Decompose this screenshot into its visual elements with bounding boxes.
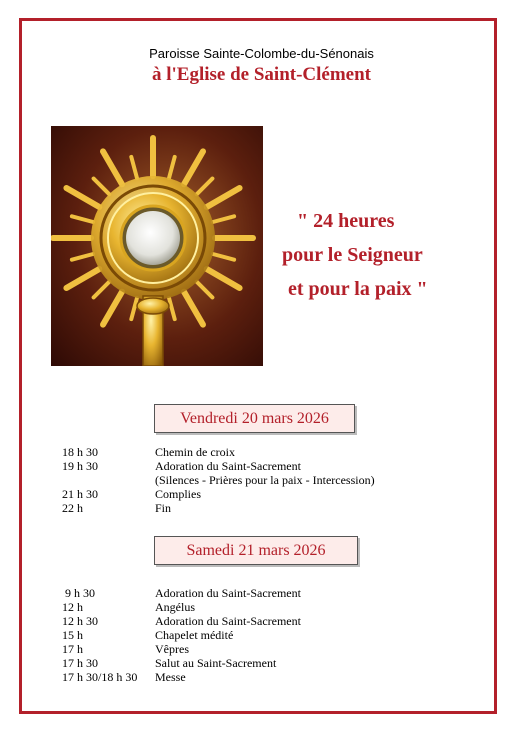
event-time: 19 h 30 <box>62 459 98 473</box>
event-time: 9 h 30 <box>62 586 95 600</box>
event-time: 15 h <box>62 628 83 642</box>
event-name: Messe <box>155 670 186 684</box>
monstrance-image <box>51 126 263 366</box>
event-name: (Silences - Prières pour la paix - Intercession) <box>155 473 375 487</box>
slogan <box>270 204 470 306</box>
event-time: 21 h 30 <box>62 487 98 501</box>
day-heading-friday: Vendredi 20 mars 2026 <box>154 404 355 433</box>
event-name: Chapelet médité <box>155 628 234 642</box>
event-time: 17 h 30/18 h 30 <box>62 670 138 684</box>
day-heading-saturday: Samedi 21 mars 2026 <box>154 536 358 565</box>
event-name: Vêpres <box>155 642 189 656</box>
event-name: Salut au Saint-Sacrement <box>155 656 277 670</box>
event-name: Adoration du Saint-Sacrement <box>155 586 301 600</box>
event-name: Adoration du Saint-Sacrement <box>155 459 301 473</box>
event-name: Angélus <box>155 600 195 614</box>
event-name: Fin <box>155 501 172 515</box>
event-name: Complies <box>155 487 202 501</box>
event-time: 17 h 30 <box>62 656 98 670</box>
page-border <box>19 18 497 714</box>
event-name: Chemin de croix <box>155 445 235 459</box>
event-name: Adoration du Saint-Sacrement <box>155 614 301 628</box>
event-time: 12 h <box>62 600 83 614</box>
event-time: 22 h <box>62 501 83 515</box>
slogan-line-2: pour le Seigneur <box>282 244 423 266</box>
slogan-line-1: " 24 heures <box>297 210 395 232</box>
event-time: 17 h <box>62 642 83 656</box>
event-time: 18 h 30 <box>62 445 98 459</box>
slogan-line-3: et pour la paix " <box>288 278 428 300</box>
parish-name: Paroisse Sainte-Colombe-du-Sénonais <box>149 46 374 61</box>
event-time: 12 h 30 <box>62 614 98 628</box>
church-name: à l'Eglise de Saint-Clément <box>151 64 372 85</box>
